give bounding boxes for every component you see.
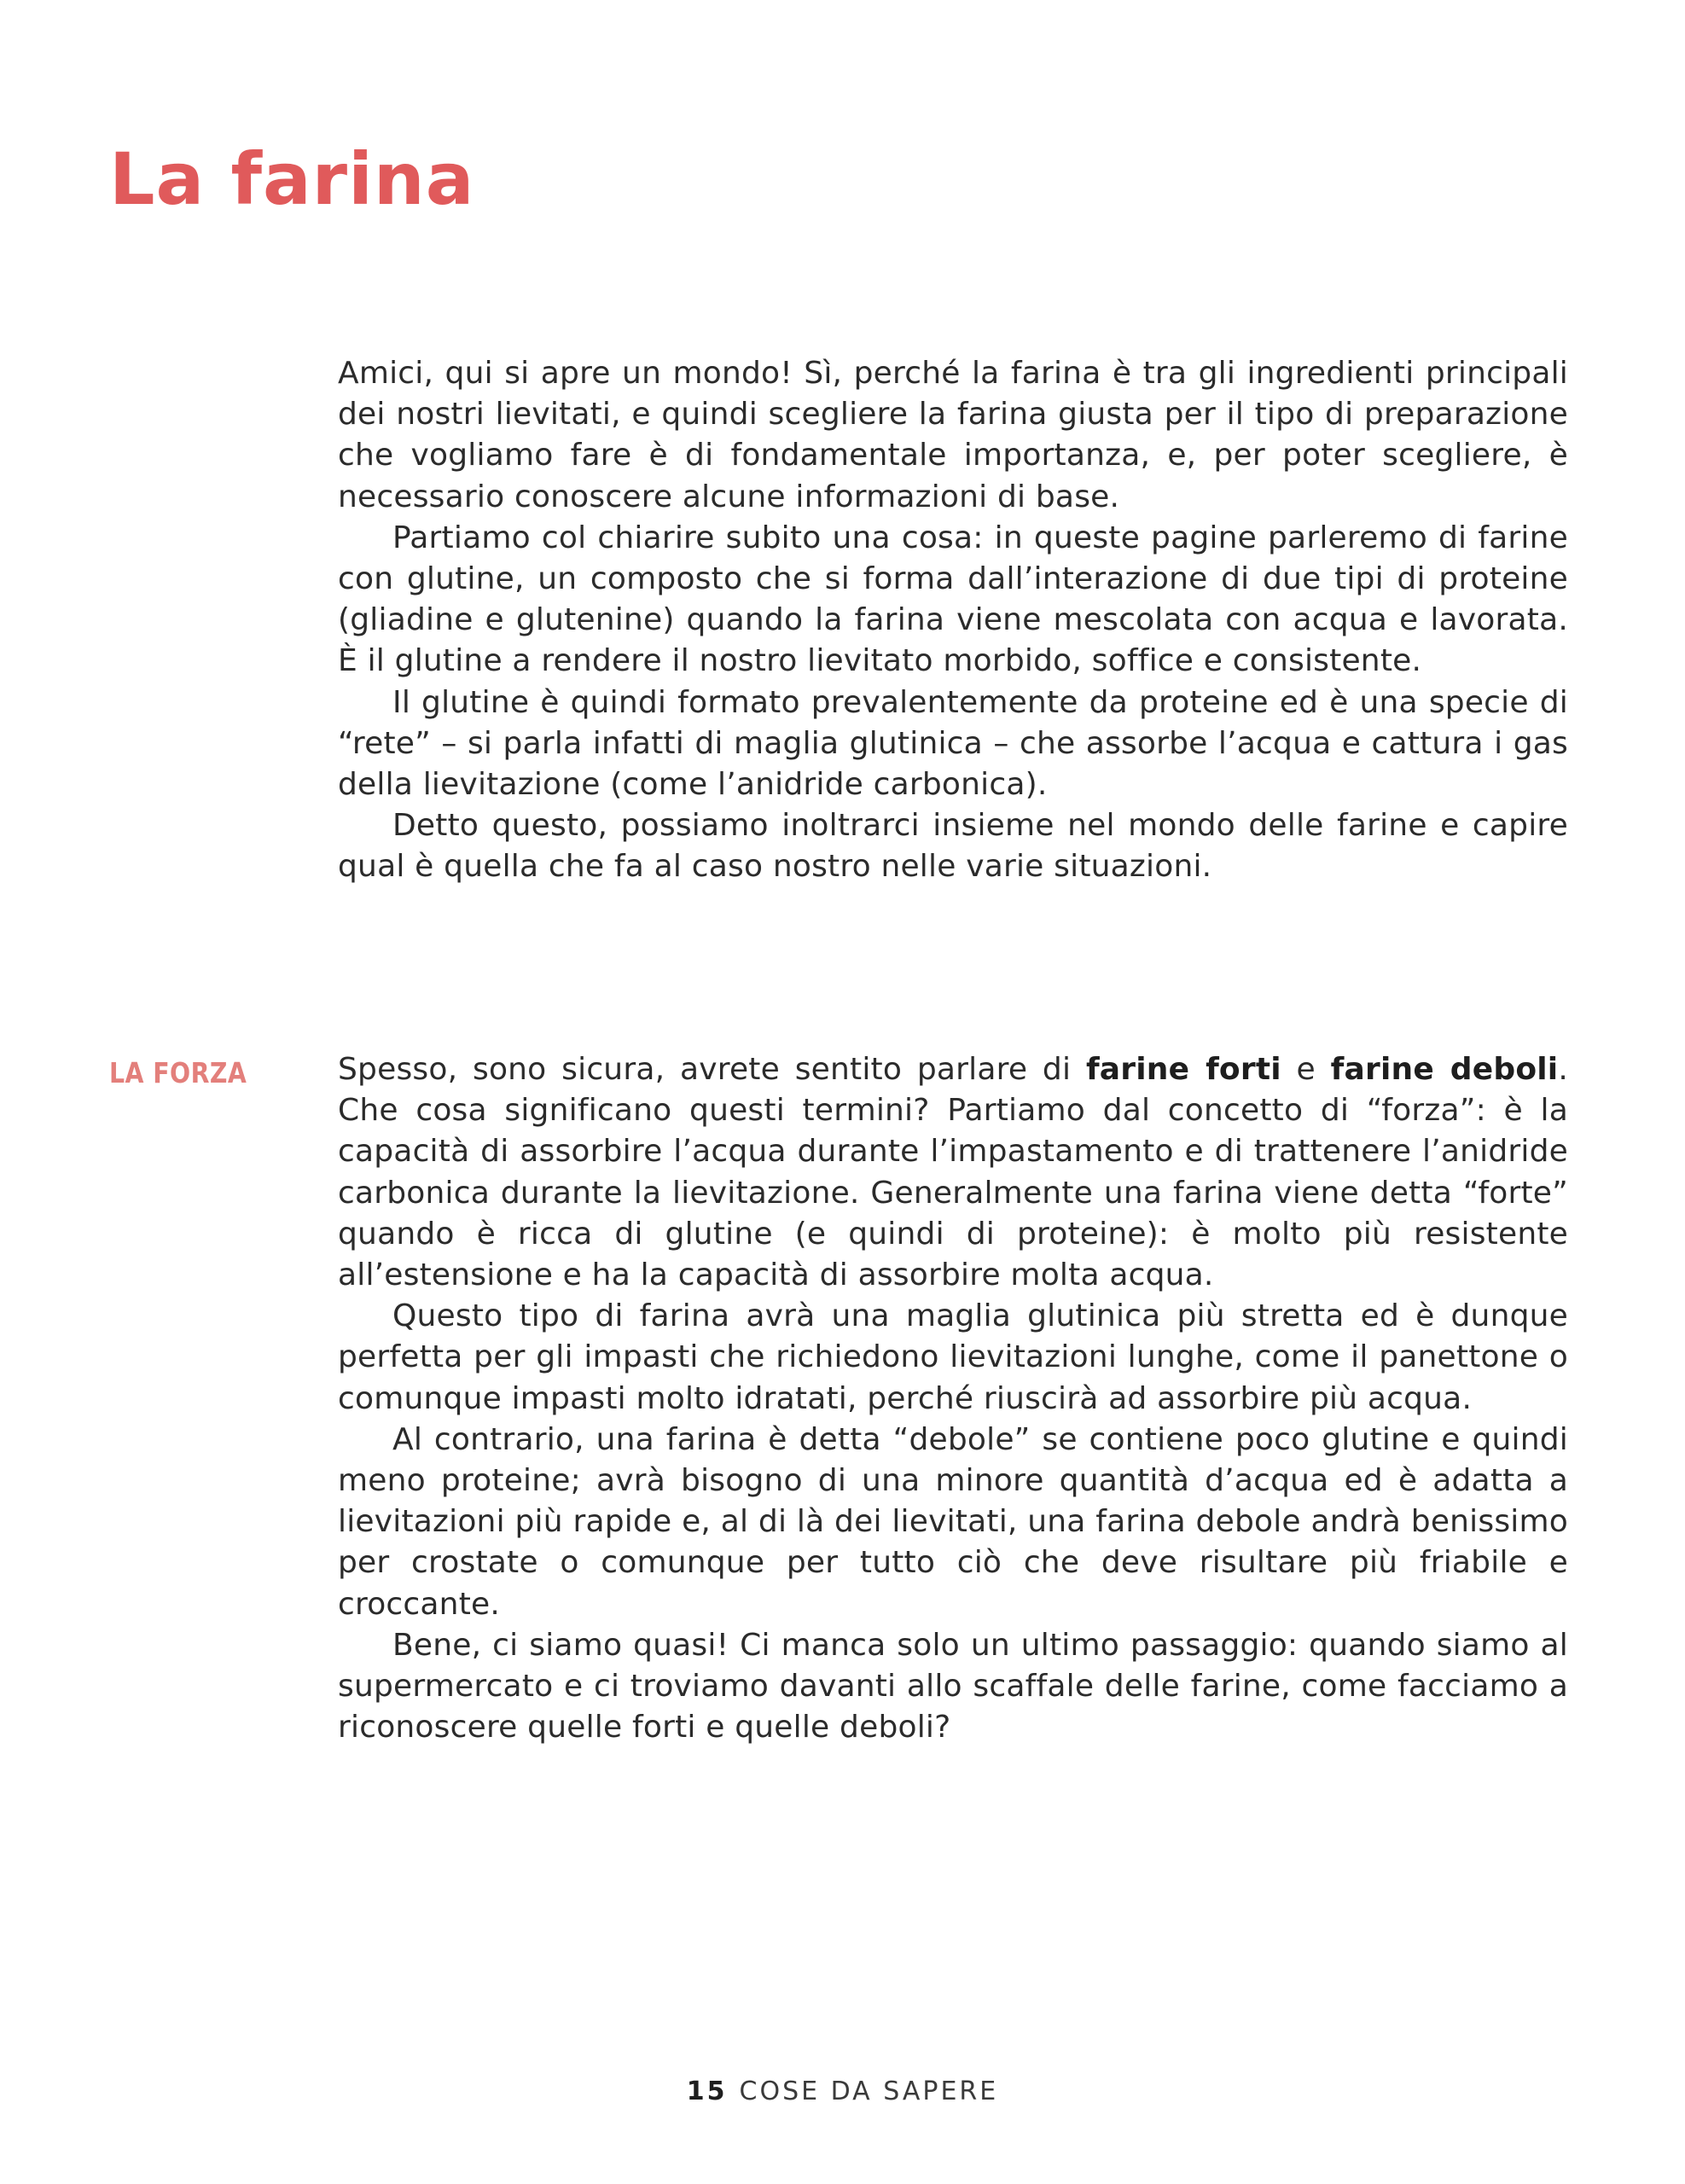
section-heading-la-forza: LA FORZA xyxy=(109,1056,247,1089)
intro-paragraph: Partiamo col chiarire subito una cosa: in queste pagine parleremo di farine con glutine, un composto che si forma dall’interazione di due tipi di proteine (gliadine e glutenine) quando la farina viene mescolata con acqua e lavorata. È il glutine a rendere il nostro lievitato morbido, soffice e consistente. xyxy=(338,520,1568,679)
forza-text-run: e xyxy=(1281,1052,1331,1087)
forza-text xyxy=(338,1049,1568,1748)
intro-text xyxy=(338,353,1568,888)
forza-paragraph: Bene, ci siamo quasi! Ci manca solo un ultimo passaggio: quando siamo al supermercato e ci troviamo davanti allo scaffale delle farine, come facciamo a riconoscere quelle forti e quelle deboli? xyxy=(338,1627,1568,1745)
bold-term-farine-deboli: farine deboli xyxy=(1330,1052,1559,1087)
page-number: 15 xyxy=(686,2077,728,2106)
bold-term-farine-forti: farine forti xyxy=(1085,1052,1281,1087)
page-footer xyxy=(0,2075,1685,2109)
intro-paragraph: Il glutine è quindi formato prevalentemente da proteine ed è una specie di “rete” – si parla infatti di maglia glutinica – che assorbe l’acqua e cattura i gas della lievitazione (come l’anidride carbonica). xyxy=(338,684,1568,803)
forza-paragraph xyxy=(338,1049,1568,1296)
footer-section-title: COSE DA SAPERE xyxy=(739,2077,999,2106)
forza-text-run: Spesso, sono sicura, avrete sentito parlare di xyxy=(338,1052,1086,1087)
intro-paragraph: Amici, qui si apre un mondo! Sì, perché la farina è tra gli ingredienti principali dei nostri lievitati, e quindi scegliere la farina giusta per il tipo di preparazione che vogliamo fare è di fondamentale importanza, e, per poter scegliere, è necessario conoscere alcune informazioni di base. xyxy=(338,356,1568,514)
forza-paragraph: Al contrario, una farina è detta “debole” se contiene poco glutine e quindi meno proteine; avrà bisogno di una minore quantità d’acqua ed è adatta a lievitazioni più rapide e, al di là dei lievitati, una farina debole andrà benissimo per crostate o comunque per tutto ciò che deve risultare più friabile e croccante. xyxy=(338,1421,1568,1622)
page-title: La farina xyxy=(109,137,475,221)
forza-paragraph: Questo tipo di farina avrà una maglia glutinica più stretta ed è dunque perfetta per gli impasti che richiedono lievitazioni lunghe, come il panettone o comunque impasti molto idratati, perché riuscirà ad assorbire più acqua. xyxy=(338,1298,1568,1416)
forza-text-run: . Che cosa significano questi termini? Partiamo dal concetto di “forza”: è la capacità di assorbire l’acqua durante l’impastamento e di trattenere l’anidride carbonica durante la lievitazione. Generalmente una farina viene detta “forte” quando è ricca di glutine (e quindi di proteine): è molto più resistente all’estensione e ha la capacità di assorbire molta acqua. xyxy=(338,1052,1568,1293)
intro-paragraph: Detto questo, possiamo inoltrarci insieme nel mondo delle farine e capire qual è quella che fa al caso nostro nelle varie situazioni. xyxy=(338,808,1568,885)
